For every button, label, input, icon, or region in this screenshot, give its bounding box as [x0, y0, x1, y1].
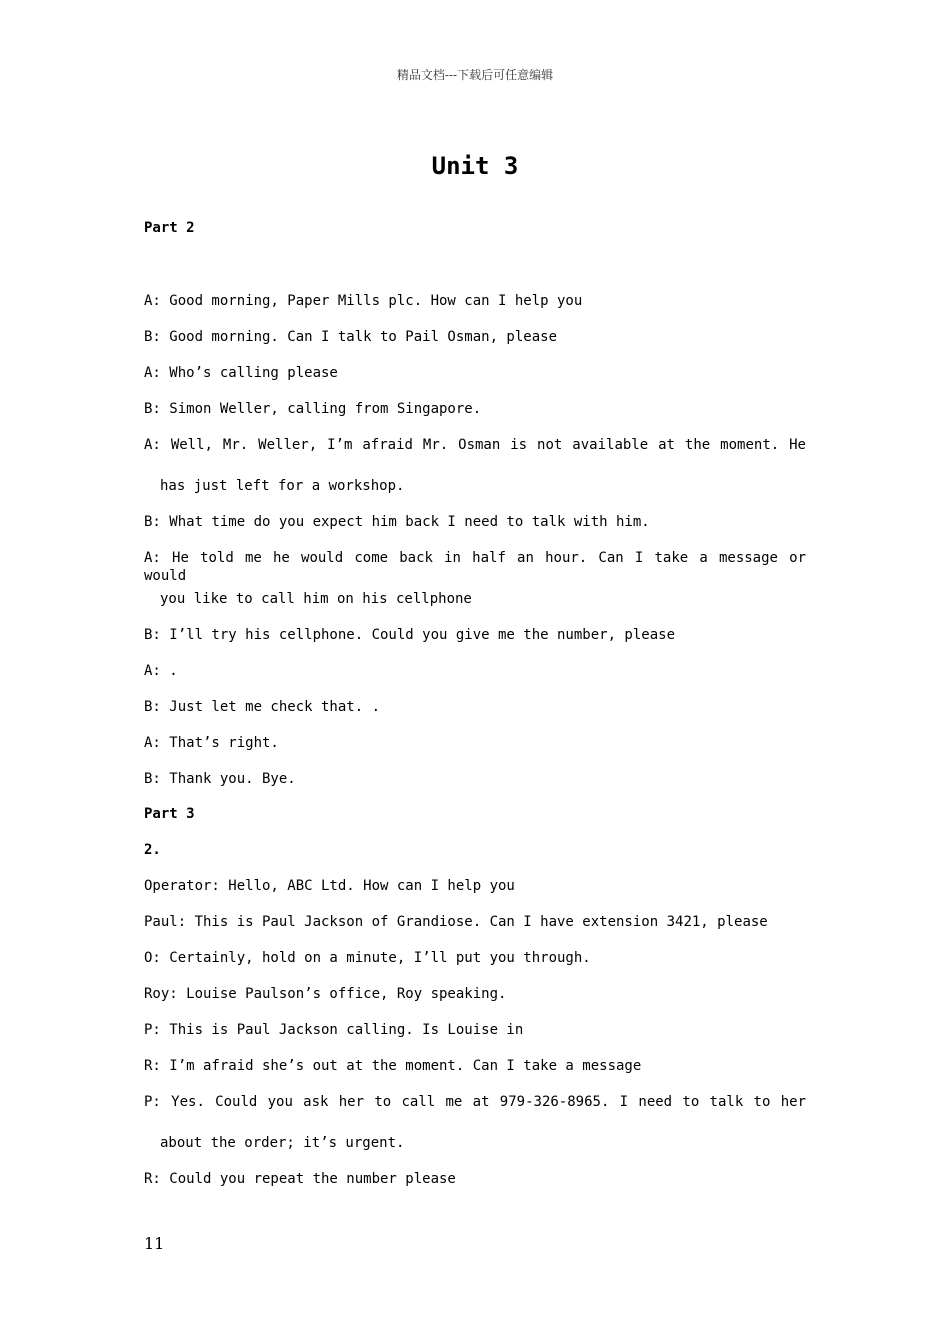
dialogue-line: P: This is Paul Jackson calling. Is Louise in [144, 1022, 524, 1038]
page-title: Unit 3 [431, 152, 519, 180]
dialogue-line: A: Good morning, Paper Mills plc. How can I help you [144, 293, 583, 309]
dialogue-line: A: That’s right. [144, 735, 279, 751]
dialogue-line: R: Could you repeat the number please [144, 1171, 456, 1187]
dialogue-line: A: Well, Mr. Weller, I’m afraid Mr. Osman is not available at the moment. He [144, 437, 806, 453]
dialogue-line: A: Who’s calling please [144, 365, 338, 381]
dialogue-line: B: Simon Weller, calling from Singapore. [144, 401, 482, 417]
dialogue-line: B: Good morning. Can I talk to Pail Osman, please [144, 329, 558, 345]
dialogue-line: B: Thank you. Bye. [144, 771, 296, 787]
dialogue-line-continuation: has just left for a workshop. [160, 478, 405, 494]
dialogue-line: Operator: Hello, ABC Ltd. How can I help you [144, 878, 515, 894]
dialogue-line: B: What time do you expect him back I need to talk with him. [144, 514, 650, 530]
dialogue-line-continuation: about the order; it’s urgent. [160, 1135, 405, 1151]
dialogue-line: P: Yes. Could you ask her to call me at 979-326-8965. I need to talk to her [144, 1094, 806, 1110]
dialogue-line: Paul: This is Paul Jackson of Grandiose. Can I have extension 3421, please [144, 914, 768, 930]
page-header: 精品文档---下载后可任意编辑 [396, 68, 554, 82]
dialogue-line: B: Just let me check that. . [144, 699, 381, 715]
exercise-number: 2. [144, 842, 161, 858]
dialogue-line: B: I’ll try his cellphone. Could you give me the number, please [144, 627, 676, 643]
dialogue-line-continuation: you like to call him on his cellphone [160, 591, 472, 607]
dialogue-line: R: I’m afraid she’s out at the moment. Can I take a message [144, 1058, 642, 1074]
section-heading-part-2: Part 2 [144, 220, 195, 236]
dialogue-line: A: . [144, 663, 178, 679]
dialogue-line: O: Certainly, hold on a minute, I’ll put you through. [144, 950, 591, 966]
section-heading-part-3: Part 3 [144, 806, 195, 822]
dialogue-line: A: He told me he would come back in half an hour. Can I take a message or would [144, 550, 806, 584]
page-number: 11 [144, 1234, 165, 1253]
dialogue-line: Roy: Louise Paulson’s office, Roy speaking. [144, 986, 507, 1002]
